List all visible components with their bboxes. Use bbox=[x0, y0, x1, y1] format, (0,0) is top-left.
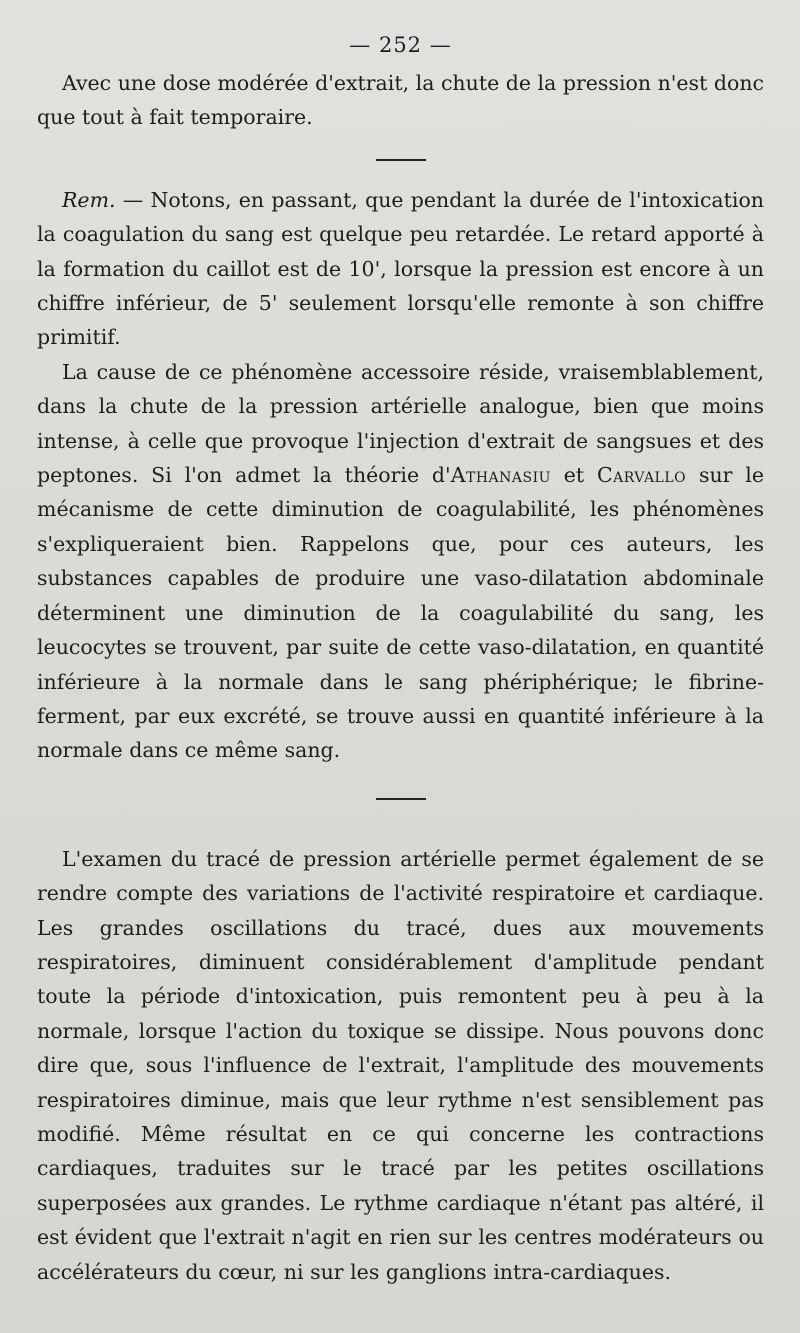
author-athanasiu: Athanasiu bbox=[450, 463, 551, 488]
paragraph-pressure-temporary: Avec une dose modérée d'extrait, la chute de la pression n'est donc que tout à fait temporaire. bbox=[37, 71, 764, 130]
page-number: — 252 — bbox=[349, 33, 452, 57]
paragraph-coagulation-cause bbox=[37, 355, 764, 768]
section-separator bbox=[376, 159, 426, 161]
remark-label: Rem. bbox=[62, 187, 116, 212]
paragraph2-part2: et bbox=[550, 463, 597, 488]
paragraph-respiratory-cardiac: L'examen du tracé de pression artérielle permet également de se rendre compte des variations de l'activité respiratoire et cardiaque. Les grandes oscillations du tracé, dues aux mouvements respiratoires, diminuent considérablement d'amplitude pendant toute la période d'intoxication, puis remontent peu à peu à la normale, lorsque l'action du toxique se dissipe. Nous pouvons donc dire que, sous l'influence de l'extrait, l'amplitude des mouvements respiratoires diminue, mais que leur rythme n'est sensiblement pas modifié. Même résultat en ce qui concerne les contractions cardiaques, traduites sur le tracé par les petites oscillations superposées aux grandes. Le rythme cardiaque n'étant pas altéré, il est évident que l'extrait n'agit en rien sur les centres modérateurs ou accélérateurs du cœur, ni sur les ganglions intra-cardiaques. bbox=[37, 846, 764, 1284]
paragraph2-part1: La cause de ce phénomène accessoire réside, vraisemblablement, dans la chute de la pression artérielle analogue, bien que moins intense, à celle que provoque l'injection d'extrait de sangsues et des peptones. Si l'on admet la théorie d' bbox=[37, 359, 764, 488]
section-separator bbox=[376, 798, 426, 800]
author-carvallo: Carvallo bbox=[596, 463, 687, 488]
remark-text: — Notons, en passant, que pendant la durée de l'intoxication la coagulation du sang est quelque peu retardée. Le retard apporté à la formation du caillot est de 10', lorsque la pression est encore à un chiffre inférieur, de 5' seulement lorsqu'elle remonte à son chiffre primitif. bbox=[37, 187, 764, 350]
paragraph-remark bbox=[37, 183, 764, 355]
paragraph2-part3: sur le mécanisme de cette diminution de coagulabilité, les phénomènes s'expliqueraient bien. Rappelons que, pour ces auteurs, les substances capables de produire une vaso-dilatation abdominale déterminent une diminution de la coagulabilité du sang, les leucocytes se trouvent, par suite de cette vaso-dilatation, en quantité inférieure à la normale dans le sang phériphérique; le fibrine-ferment, par eux excrété, se trouve aussi en quantité inférieure à la normale dans ce même sang. bbox=[37, 463, 764, 763]
